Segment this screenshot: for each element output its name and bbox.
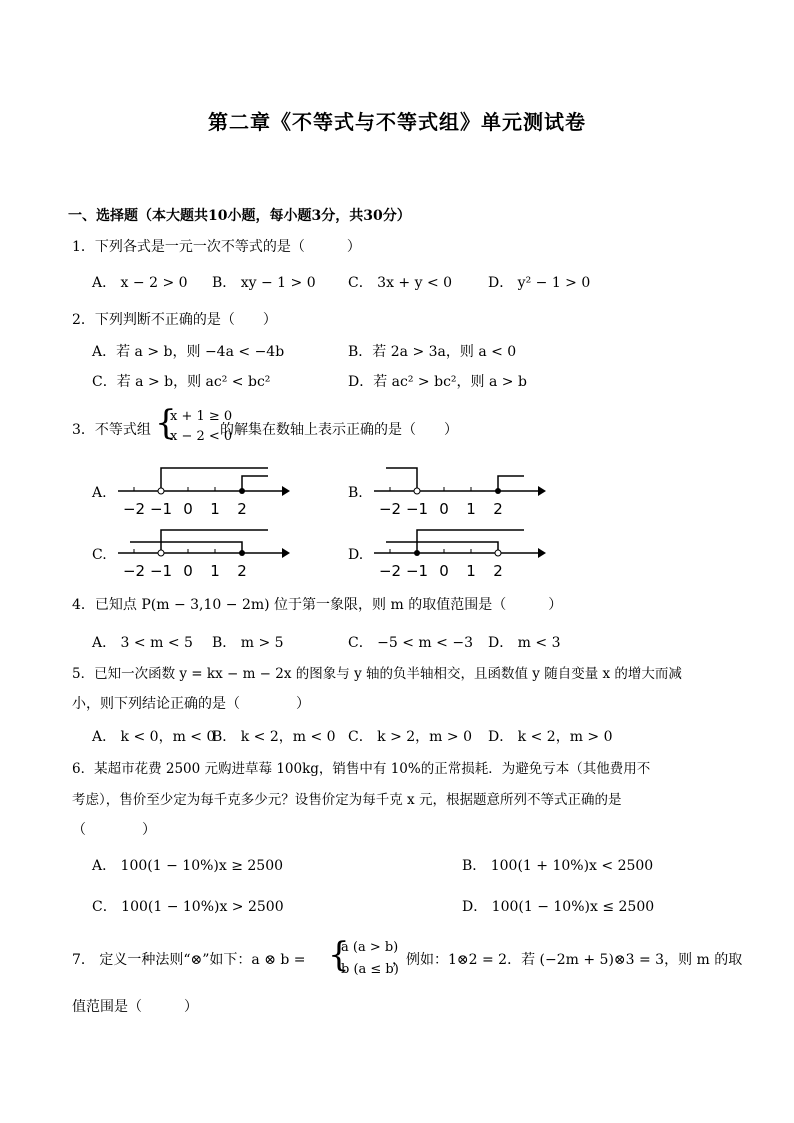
q2-option-a: A．若 a > b，则 −4a < −4b xyxy=(92,344,285,360)
q4-option-b: B． m > 5 xyxy=(212,635,284,651)
tick-label: 1 xyxy=(210,562,220,580)
tick-label: 1 xyxy=(210,500,220,518)
q4-option-d: D． m < 3 xyxy=(488,635,561,651)
brace-icon: { xyxy=(155,403,177,443)
page-title: 第二章《不等式与不等式组》单元测试卷 xyxy=(208,110,586,134)
tick-label: −1 xyxy=(405,562,429,580)
q3-option-a-label: A. xyxy=(92,485,107,501)
q6-option-d: D． 100(1 − 10%)x ≤ 2500 xyxy=(462,899,655,915)
q6-option-b: B． 100(1 + 10%)x < 2500 xyxy=(462,858,654,874)
question-5-line-2: 小，则下列结论正确的是（ ） xyxy=(72,696,310,712)
number-line-c xyxy=(110,524,290,584)
q1-option-b: B． xy − 1 > 0 xyxy=(212,275,316,291)
question-2-stem: 2．下列判断不正确的是（ ） xyxy=(72,312,277,328)
question-6-line-2: 考虑），售价至少定为每千克多少元？设售价定为每千克 x 元，根据题意所列不等式正确的是 xyxy=(72,792,622,808)
q1-option-d: D． y² − 1 > 0 xyxy=(488,275,591,291)
tick-label: −2 xyxy=(122,500,146,518)
q5-option-d: D． k < 2，m > 0 xyxy=(488,729,613,745)
question-6-line-1: 6．某超市花费 2500 元购进草莓 100kg，销售中有 10%的正常损耗．为避免亏本（其他费用不 xyxy=(72,761,651,777)
q3-option-d-label: D. xyxy=(348,547,364,563)
q3-option-b-label: B. xyxy=(348,485,363,501)
tick-label: 0 xyxy=(183,500,193,518)
question-3-stem-prefix: 3．不等式组 xyxy=(72,422,151,438)
question-4-stem: 4．已知点 P(m − 3,10 − 2m) 位于第一象限，则 m 的取值范围是（ ） xyxy=(72,597,563,613)
tick-label: 0 xyxy=(439,500,449,518)
q7-case-1: a (a > b) xyxy=(341,940,399,955)
tick-label: −2 xyxy=(378,500,402,518)
tick-label: 1 xyxy=(466,500,476,518)
tick-label: −1 xyxy=(149,500,173,518)
number-line-b xyxy=(366,462,546,522)
brace-icon: { xyxy=(328,935,350,975)
question-1-stem: 1．下列各式是一元一次不等式的是（ ） xyxy=(72,239,361,255)
tick-label: 2 xyxy=(237,500,247,518)
tick-label: 2 xyxy=(237,562,247,580)
question-7-prefix: 7． 定义一种法则“⊗”如下：a ⊗ b = xyxy=(72,952,306,968)
q6-option-a: A． 100(1 − 10%)x ≥ 2500 xyxy=(92,858,284,874)
question-5-line-1: 5．已知一次函数 y = kx − m − 2x 的图象与 y 轴的负半轴相交，且函数值 y 随自变量 x 的增大而减 xyxy=(72,666,682,682)
tick-label: −2 xyxy=(122,562,146,580)
q5-option-a: A． k < 0，m < 0 xyxy=(92,729,216,745)
q1-option-a: A． x − 2 > 0 xyxy=(92,275,188,291)
tick-label: 2 xyxy=(493,500,503,518)
section-heading: 一、选择题（本大题共10小题，每小题3分，共30分） xyxy=(68,208,411,224)
q5-option-c: C． k > 2，m > 0 xyxy=(348,729,472,745)
q5-option-b: B． k < 2，m < 0 xyxy=(212,729,336,745)
tick-label: 2 xyxy=(493,562,503,580)
tick-label: −1 xyxy=(405,500,429,518)
tick-label: −2 xyxy=(378,562,402,580)
q3-option-c-label: C. xyxy=(92,547,107,563)
tick-label: 0 xyxy=(439,562,449,580)
number-line-a xyxy=(110,462,290,522)
question-6-line-3: （ ） xyxy=(72,822,156,838)
question-7-suffix: ，例如：1⊗2 = 2．若 (−2m + 5)⊗3 = 3，则 m 的取 xyxy=(392,952,743,968)
q6-option-c: C． 100(1 − 10%)x > 2500 xyxy=(92,899,284,915)
q2-option-b: B．若 2a > 3a，则 a < 0 xyxy=(348,344,517,360)
question-3-stem-suffix: 的解集在数轴上表示正确的是（ ） xyxy=(220,422,458,438)
question-7-line-2: 值范围是（ ） xyxy=(72,999,198,1015)
tick-label: −1 xyxy=(149,562,173,580)
q2-option-c: C．若 a > b，则 ac² < bc² xyxy=(92,374,271,390)
q4-option-c: C． −5 < m < −3 xyxy=(348,635,473,651)
q3-inequality-2: x − 2 < 0 xyxy=(170,429,233,444)
q7-case-2: b (a ≤ b) xyxy=(341,962,399,977)
tick-label: 0 xyxy=(183,562,193,580)
q3-inequality-1: x + 1 ≥ 0 xyxy=(170,409,233,424)
number-line-d xyxy=(366,524,546,584)
tick-label: 1 xyxy=(466,562,476,580)
q2-option-d: D．若 ac² > bc²，则 a > b xyxy=(348,374,527,390)
q1-option-c: C． 3x + y < 0 xyxy=(348,275,453,291)
q4-option-a: A． 3 < m < 5 xyxy=(92,635,193,651)
